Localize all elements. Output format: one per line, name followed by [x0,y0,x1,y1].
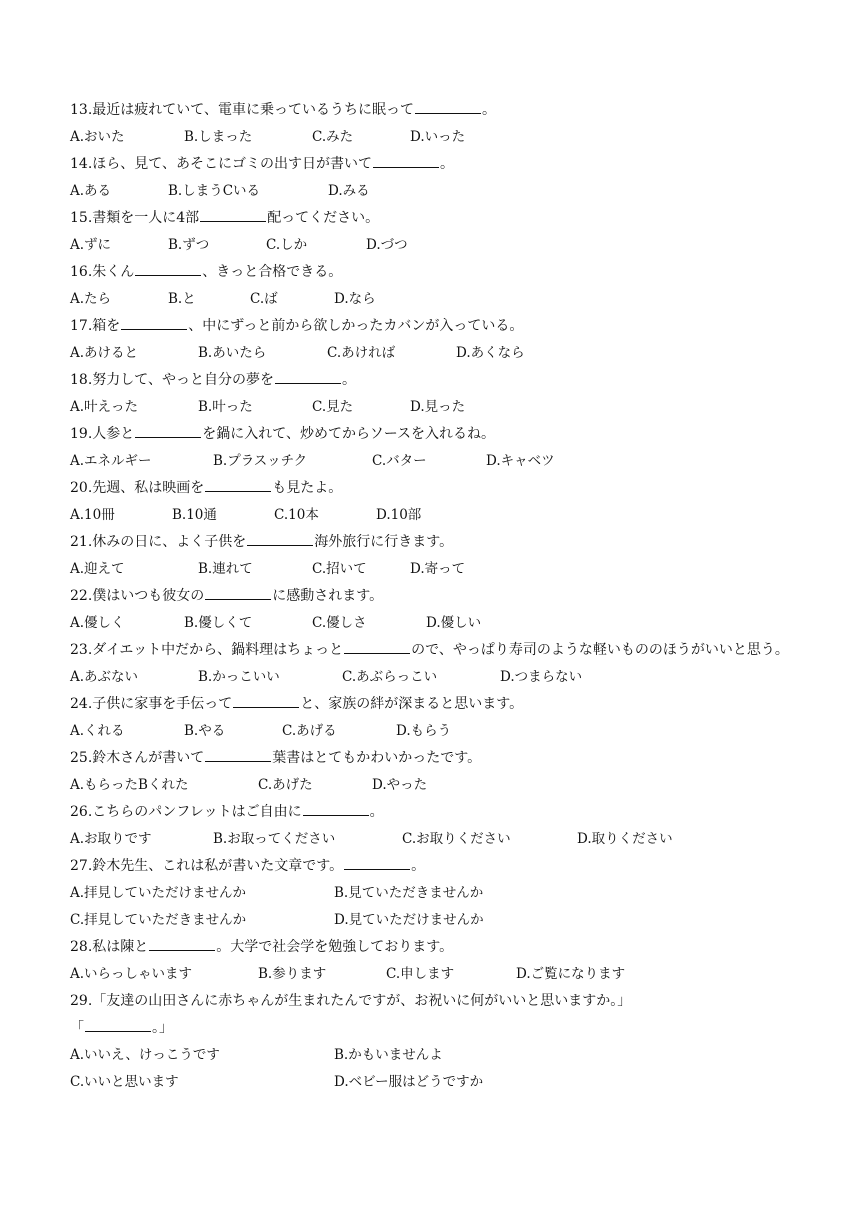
option-b: B.あいたら [198,345,267,361]
option-d: D.やった [372,777,428,793]
option-b: B.見ていただきませんか [334,885,484,901]
question-text-after: 、中にずっと前から欲しかったカバンが入っている。 [188,318,524,334]
question-15 [70,205,800,232]
options-28 [70,961,800,988]
option-b: B.と [168,291,196,307]
options-23 [70,664,800,691]
question-29-reply [70,1015,800,1042]
option-b: B.10通 [172,507,217,523]
option-a: A.拝見していただけませんか [70,885,247,901]
answer-blank [85,1017,151,1032]
question-number: 18. [70,372,93,388]
option-a: A.叶えった [70,399,139,415]
option-d: D.もらう [396,723,452,739]
option-c: C.あげる [282,723,337,739]
question-number: 27. [70,858,93,874]
option-a: A.お取りです [70,831,152,847]
option-d: D.なら [334,291,376,307]
options-20 [70,502,800,529]
option-c: C.しか [266,237,308,253]
question-text-after: に感動されます。 [272,588,384,604]
question-16 [70,259,800,286]
option-c: C.あければ [327,345,396,361]
question-text-before: 努力して、やっと自分の夢を [92,372,274,388]
options-16 [70,286,800,313]
options-24 [70,718,800,745]
option-d: D.づつ [366,237,408,253]
answer-blank [303,801,369,816]
question-number: 14. [70,156,93,172]
option-d: D.取りください [577,831,673,847]
question-text-before: 朱くん [92,264,135,280]
answer-blank [149,936,215,951]
option-b: B.連れて [198,561,253,577]
question-20 [70,475,800,502]
question-28 [70,934,800,961]
option-a: A.くれる [70,723,125,739]
reply-open-quote: 「 [70,1020,84,1036]
option-c: C.申します [386,966,455,982]
question-text-before: 子供に家事を手伝って [92,696,233,712]
options-29-cd [70,1069,800,1096]
answer-blank [275,369,341,384]
question-29 [70,988,800,1015]
answer-blank [205,585,271,600]
option-c: C.あげた [258,777,313,793]
option-a: A.エネルギー [70,453,152,469]
option-d: D.キャベツ [486,453,555,469]
option-c: C.いいと思います [70,1074,179,1090]
option-d: D.10部 [376,507,422,523]
question-text-before: こちらのパンフレットはご自由に [92,804,302,820]
options-13 [70,124,800,151]
question-text-after: 。 [481,102,496,118]
option-a: A.いらっしゃいます [70,966,193,982]
question-text-before: 箱を [92,318,121,334]
question-text-after: も見たよ。 [272,480,343,496]
question-number: 28. [70,939,93,955]
option-a: A.ある [70,183,112,199]
option-c: C.拝見していただきませんか [70,912,247,928]
options-18 [70,394,800,421]
option-b: B.お取ってください [213,831,336,847]
question-number: 20. [70,480,93,496]
answer-blank [135,261,201,276]
option-b: B.かもいませんよ [334,1047,443,1063]
options-27-cd [70,907,800,934]
option-b: B.優しくて [184,615,253,631]
option-d: D.寄って [410,561,466,577]
question-24 [70,691,800,718]
option-a: A.おいた [70,129,125,145]
options-27-ab [70,880,800,907]
question-text-before: 先週、私は映画を [92,480,205,496]
question-text-after: を鍋に入れて、炒めてからソースを入れるね。 [202,426,496,442]
options-15 [70,232,800,259]
option-c: C.見た [312,399,354,415]
option-d: D.優しい [426,615,482,631]
question-text-after: 。 [411,858,426,874]
question-number: 25. [70,750,93,766]
question-text-before: ほら、見て、あそこにゴミの出す日が書いて [92,156,372,172]
option-b: B.叶った [198,399,253,415]
question-text-after: 。大学で社会学を勉強しております。 [216,939,454,955]
question-number: 29. [70,993,93,1009]
option-d: D.見ていただけませんか [334,912,484,928]
question-list [70,97,800,1096]
question-text-after: 。 [369,804,384,820]
option-d: D.ベビー服はどうですか [334,1074,484,1090]
option-a: A.いいえ、けっこうです [70,1047,220,1063]
answer-blank [247,531,313,546]
question-text-after: 葉書はとてもかわいかったです。 [272,750,482,766]
answer-blank [344,639,410,654]
option-b: B.しまった [184,129,253,145]
reply-close: 。」 [152,1020,173,1036]
question-13 [70,97,800,124]
option-c: C.10本 [274,507,319,523]
answer-blank [373,153,439,168]
question-number: 15. [70,210,93,226]
options-14 [70,178,800,205]
option-a: A.10冊 [70,507,115,523]
option-c: C.招いて [312,561,367,577]
question-26 [70,799,800,826]
option-c: C.みた [312,129,354,145]
question-17 [70,313,800,340]
answer-blank [205,477,271,492]
question-text-after: 、きっと合格できる。 [202,264,343,280]
option-d: D.ご覧になります [516,966,626,982]
option-a: A.あぶない [70,669,139,685]
question-text-after: 海外旅行に行きます。 [314,534,454,550]
option-b: B.参ります [258,966,327,982]
option-b: B.ずつ [168,237,210,253]
answer-blank [233,693,299,708]
option-d: D.つまらない [500,669,583,685]
question-text-before: 鈴木先生、これは私が書いた文章です。 [92,858,344,874]
question-text-before: ダイエット中だから、鍋料理はちょっと [92,642,344,658]
option-a: A.たら [70,291,112,307]
question-text-before: 私は陳と [92,939,149,955]
question-number: 21. [70,534,93,550]
question-22 [70,583,800,610]
question-number: 23. [70,642,93,658]
option-d: D.みる [328,183,370,199]
answer-blank [415,99,481,114]
option-c: C.優しさ [312,615,367,631]
question-text-before: 最近は疲れていて、電車に乗っているうちに眠って [92,102,414,118]
answer-blank [344,855,410,870]
question-text-before: 鈴木さんが書いて [92,750,205,766]
question-23 [70,637,800,664]
option-d: D.見った [410,399,466,415]
option-b: B.プラスッチク [213,453,308,469]
question-number: 24. [70,696,93,712]
option-d: D.いった [410,129,466,145]
question-text-after: 配ってください。 [267,210,380,226]
question-number: 16. [70,264,93,280]
option-b: B.やる [184,723,226,739]
option-b-c: B.しまうCいる [168,183,261,199]
question-27 [70,853,800,880]
option-c: C.ば [250,291,278,307]
question-number: 19. [70,426,93,442]
question-14 [70,151,800,178]
question-text-before: 人参と [92,426,135,442]
options-29-ab [70,1042,800,1069]
question-text-after: ので、やっぱり寿司のような軽いもののほうがいいと思う。 [411,642,789,658]
question-text: 「友達の山田さんに赤ちゃんが生まれたんですが、お祝いに何がいいと思いますか。」 [92,993,632,1009]
answer-blank [205,747,271,762]
question-text-after: 。 [342,372,356,388]
answer-blank [121,315,187,330]
question-25 [70,745,800,772]
options-25 [70,772,800,799]
option-d: D.あくなら [456,345,525,361]
option-a: A.迎えて [70,561,125,577]
question-number: 26. [70,804,93,820]
question-text-after: 。 [440,156,454,172]
option-c: C.あぶらっこい [342,669,438,685]
option-a: A.ずに [70,237,112,253]
question-text-before: 書類を一人に4部 [92,210,200,226]
options-22 [70,610,800,637]
answer-blank [135,423,201,438]
options-21 [70,556,800,583]
answer-blank [200,207,266,222]
question-21 [70,529,800,556]
options-17 [70,340,800,367]
option-a: A.あけると [70,345,139,361]
option-c: C.お取りください [402,831,511,847]
option-a: A.優しく [70,615,125,631]
question-text-after: と、家族の絆が深まると思います。 [300,696,524,712]
option-b: B.かっこいい [198,669,280,685]
option-c: C.バター [372,453,427,469]
question-19 [70,421,800,448]
question-18 [70,367,800,394]
question-number: 13. [70,102,93,118]
options-19 [70,448,800,475]
question-text-before: 僕はいつも彼女の [92,588,205,604]
options-26 [70,826,800,853]
question-number: 17. [70,318,93,334]
question-number: 22. [70,588,93,604]
question-text-before: 休みの日に、よく子供を [92,534,247,550]
option-a-b: A.もらったBくれた [70,777,189,793]
